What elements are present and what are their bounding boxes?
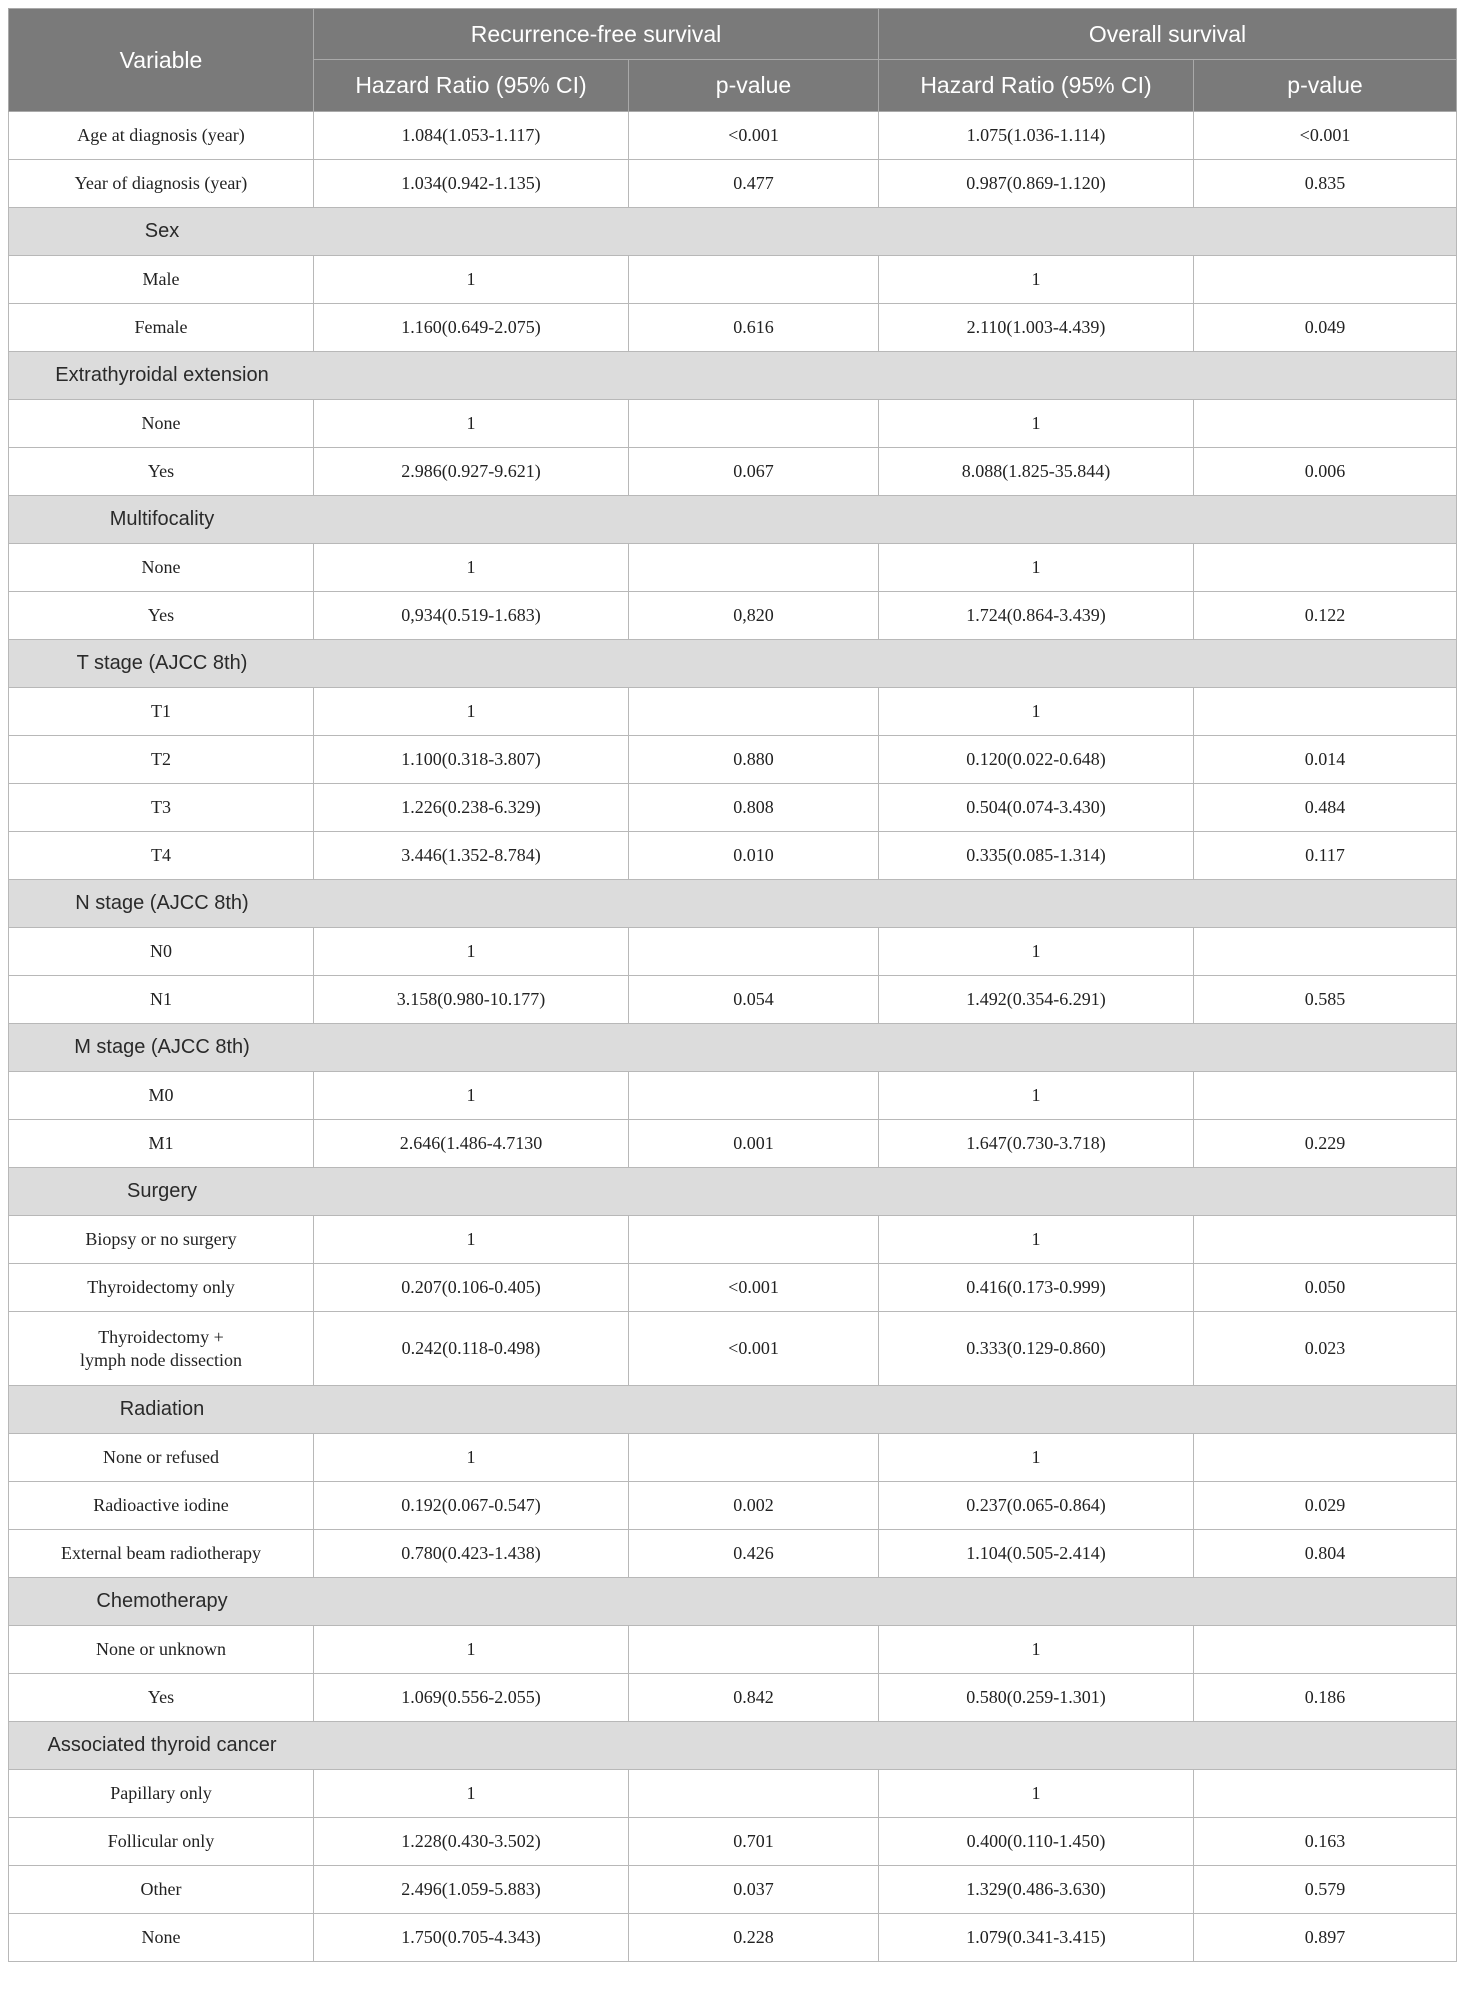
os-hazard-ratio-cell: 0.333(0.129-0.860) [879,1312,1194,1386]
os-hazard-ratio-cell: 0.504(0.074-3.430) [879,784,1194,832]
rfs-hazard-ratio-cell: 3.158(0.980-10.177) [314,976,629,1024]
os-p-value-cell: 0.484 [1194,784,1457,832]
group-header-cell [9,1024,1457,1072]
os-hazard-ratio-cell: 1 [879,688,1194,736]
rfs-hazard-ratio-cell: 0.780(0.423-1.438) [314,1530,629,1578]
group-header-cell [9,1578,1457,1626]
os-hazard-ratio-cell: 1.647(0.730-3.718) [879,1120,1194,1168]
variable-cell [9,1674,314,1722]
os-hazard-ratio-cell: 0.335(0.085-1.314) [879,832,1194,880]
os-p-value-cell: 0.804 [1194,1530,1457,1578]
rfs-p-value-cell: 0.426 [629,1530,879,1578]
table-row [9,1434,1457,1482]
rfs-p-value-cell [629,544,879,592]
group-label: M stage (AJCC 8th) [74,1036,250,1058]
group-label: Associated thyroid cancer [47,1734,277,1756]
rfs-p-value-cell: 0.002 [629,1482,879,1530]
table-row [9,112,1457,160]
os-hazard-ratio-cell: 2.110(1.003-4.439) [879,304,1194,352]
table-row [9,448,1457,496]
os-hazard-ratio-cell: 1.329(0.486-3.630) [879,1866,1194,1914]
variable-cell [9,1434,314,1482]
header-overall-survival: Overall survival [879,9,1457,60]
table-row [9,928,1457,976]
table-row [9,1072,1457,1120]
variable-cell [9,928,314,976]
variable-label: None [141,1927,181,1947]
variable-label: M0 [148,1085,174,1105]
variable-cell [9,160,314,208]
table-row [9,256,1457,304]
rfs-hazard-ratio-cell: 1.226(0.238-6.329) [314,784,629,832]
os-hazard-ratio-cell: 1.724(0.864-3.439) [879,592,1194,640]
os-p-value-cell [1194,544,1457,592]
rfs-hazard-ratio-cell: 1.228(0.430-3.502) [314,1818,629,1866]
os-p-value-cell: 0.122 [1194,592,1457,640]
os-hazard-ratio-cell: 1 [879,928,1194,976]
os-hazard-ratio-cell: 1 [879,1626,1194,1674]
rfs-hazard-ratio-cell: 2.986(0.927-9.621) [314,448,629,496]
os-p-value-cell: 0.050 [1194,1264,1457,1312]
rfs-hazard-ratio-cell: 1 [314,256,629,304]
rfs-p-value-cell [629,928,879,976]
os-p-value-cell [1194,256,1457,304]
variable-label: Other [140,1879,182,1899]
table-container [8,8,1456,1962]
variable-cell [9,1216,314,1264]
variable-cell [9,832,314,880]
rfs-p-value-cell: 0.067 [629,448,879,496]
os-hazard-ratio-cell: 1.104(0.505-2.414) [879,1530,1194,1578]
variable-label: None or unknown [96,1639,226,1659]
rfs-p-value-cell: <0.001 [629,112,879,160]
table-row [9,784,1457,832]
rfs-hazard-ratio-cell: 1 [314,928,629,976]
os-p-value-cell: 0.049 [1194,304,1457,352]
variable-cell [9,1914,314,1962]
group-header-cell [9,1722,1457,1770]
group-header-row [9,880,1457,928]
os-hazard-ratio-cell: 1 [879,1072,1194,1120]
variable-cell [9,784,314,832]
os-p-value-cell: <0.001 [1194,112,1457,160]
group-label: Chemotherapy [96,1590,228,1612]
rfs-hazard-ratio-cell: 2.496(1.059-5.883) [314,1866,629,1914]
variable-label: Female [134,317,188,337]
variable-cell [9,1264,314,1312]
variable-cell [9,1072,314,1120]
os-p-value-cell: 0.579 [1194,1866,1457,1914]
variable-cell [9,544,314,592]
variable-label: T3 [151,797,171,817]
os-hazard-ratio-cell: 0.237(0.065-0.864) [879,1482,1194,1530]
group-header-cell [9,352,1457,400]
rfs-hazard-ratio-cell: 1 [314,1626,629,1674]
group-label: T stage (AJCC 8th) [76,652,248,674]
rfs-p-value-cell: 0.228 [629,1914,879,1962]
table-row [9,1674,1457,1722]
group-header-row [9,1024,1457,1072]
os-p-value-cell: 0.186 [1194,1674,1457,1722]
group-header-row [9,208,1457,256]
rfs-hazard-ratio-cell: 1 [314,400,629,448]
table-row [9,1818,1457,1866]
os-p-value-cell [1194,1434,1457,1482]
table-row [9,400,1457,448]
group-header-cell [9,496,1457,544]
group-header-row [9,352,1457,400]
variable-label: Follicular only [107,1831,215,1851]
os-hazard-ratio-cell: 1 [879,1216,1194,1264]
table-row [9,160,1457,208]
os-hazard-ratio-cell: 1 [879,400,1194,448]
group-label: N stage (AJCC 8th) [75,892,249,914]
rfs-hazard-ratio-cell: 1 [314,1072,629,1120]
rfs-p-value-cell: 0.010 [629,832,879,880]
table-row [9,736,1457,784]
group-label: Extrathyroidal extension [55,364,269,386]
table-row [9,1770,1457,1818]
group-header-row [9,496,1457,544]
variable-cell [9,736,314,784]
rfs-p-value-cell [629,688,879,736]
variable-label: Year of diagnosis (year) [74,173,248,193]
rfs-p-value-cell: <0.001 [629,1264,879,1312]
os-hazard-ratio-cell: 1.492(0.354-6.291) [879,976,1194,1024]
rfs-hazard-ratio-cell: 1 [314,1434,629,1482]
os-hazard-ratio-cell: 0.416(0.173-0.999) [879,1264,1194,1312]
table-row [9,1120,1457,1168]
rfs-hazard-ratio-cell: 1 [314,544,629,592]
variable-label: Male [142,269,180,289]
table-row [9,304,1457,352]
variable-cell [9,400,314,448]
rfs-p-value-cell: 0.001 [629,1120,879,1168]
group-header-row [9,1386,1457,1434]
table-row [9,1626,1457,1674]
group-label: Sex [144,220,180,242]
variable-cell [9,448,314,496]
rfs-hazard-ratio-cell: 1 [314,688,629,736]
table-row [9,1914,1457,1962]
rfs-p-value-cell [629,1626,879,1674]
rfs-hazard-ratio-cell: 1 [314,1216,629,1264]
os-p-value-cell: 0.014 [1194,736,1457,784]
rfs-hazard-ratio-cell: 1.160(0.649-2.075) [314,304,629,352]
rfs-p-value-cell [629,400,879,448]
variable-cell [9,1530,314,1578]
os-p-value-cell [1194,1626,1457,1674]
os-p-value-cell: 0.029 [1194,1482,1457,1530]
variable-label: Yes [147,1687,175,1707]
table-row [9,544,1457,592]
header-os-hazard-ratio: Hazard Ratio (95% CI) [879,60,1194,112]
table-row [9,1482,1457,1530]
os-hazard-ratio-cell: 0.400(0.110-1.450) [879,1818,1194,1866]
variable-label: None or refused [103,1447,219,1467]
variable-label: N0 [150,941,172,961]
variable-label: Papillary only [110,1783,212,1803]
table-body [9,112,1457,1962]
variable-label-line2: lymph node dissection [80,1349,242,1370]
table-row [9,688,1457,736]
header-variable: Variable [9,9,314,112]
variable-label: External beam radiotherapy [61,1543,261,1563]
group-header-cell [9,640,1457,688]
os-p-value-cell [1194,688,1457,736]
os-hazard-ratio-cell: 0.580(0.259-1.301) [879,1674,1194,1722]
group-header-cell [9,880,1457,928]
rfs-hazard-ratio-cell: 0.192(0.067-0.547) [314,1482,629,1530]
group-header-cell [9,208,1457,256]
os-p-value-cell [1194,400,1457,448]
rfs-hazard-ratio-cell: 1.750(0.705-4.343) [314,1914,629,1962]
variable-label: Thyroidectomy + [98,1326,224,1347]
variable-label: Yes [147,461,175,481]
table-row [9,1216,1457,1264]
table-row [9,592,1457,640]
variable-cell [9,112,314,160]
variable-cell [9,1312,314,1386]
variable-cell [9,304,314,352]
table-row [9,1866,1457,1914]
group-label: Multifocality [109,508,215,530]
rfs-p-value-cell: 0.842 [629,1674,879,1722]
variable-label: T2 [151,749,171,769]
group-header-row [9,1578,1457,1626]
os-hazard-ratio-cell: 1 [879,1434,1194,1482]
os-hazard-ratio-cell: 1 [879,256,1194,304]
variable-label: T1 [151,701,171,721]
rfs-hazard-ratio-cell: 0,934(0.519-1.683) [314,592,629,640]
variable-cell [9,976,314,1024]
rfs-hazard-ratio-cell: 1.100(0.318-3.807) [314,736,629,784]
os-p-value-cell: 0.023 [1194,1312,1457,1386]
os-p-value-cell: 0.163 [1194,1818,1457,1866]
os-p-value-cell: 0.006 [1194,448,1457,496]
rfs-hazard-ratio-cell: 1.084(1.053-1.117) [314,112,629,160]
rfs-hazard-ratio-cell: 0.242(0.118-0.498) [314,1312,629,1386]
variable-cell [9,688,314,736]
os-p-value-cell: 0.229 [1194,1120,1457,1168]
rfs-p-value-cell [629,256,879,304]
group-header-cell [9,1168,1457,1216]
variable-label: Yes [147,605,175,625]
rfs-p-value-cell: 0.616 [629,304,879,352]
table-row [9,1312,1457,1386]
os-p-value-cell: 0.835 [1194,160,1457,208]
os-p-value-cell [1194,1216,1457,1264]
os-hazard-ratio-cell: 1 [879,1770,1194,1818]
variable-cell [9,1482,314,1530]
rfs-p-value-cell [629,1216,879,1264]
os-hazard-ratio-cell: 8.088(1.825-35.844) [879,448,1194,496]
table-row [9,832,1457,880]
variable-label: None [141,557,181,577]
variable-label: Thyroidectomy only [87,1277,235,1297]
variable-cell [9,1770,314,1818]
rfs-hazard-ratio-cell: 0.207(0.106-0.405) [314,1264,629,1312]
variable-label: M1 [148,1133,174,1153]
variable-cell [9,1818,314,1866]
os-p-value-cell: 0.585 [1194,976,1457,1024]
rfs-hazard-ratio-cell: 2.646(1.486-4.7130 [314,1120,629,1168]
variable-cell [9,592,314,640]
os-hazard-ratio-cell: 1.079(0.341-3.415) [879,1914,1194,1962]
os-p-value-cell [1194,1072,1457,1120]
table-row [9,976,1457,1024]
os-hazard-ratio-cell: 1.075(1.036-1.114) [879,112,1194,160]
rfs-p-value-cell: 0.808 [629,784,879,832]
rfs-hazard-ratio-cell: 1 [314,1770,629,1818]
variable-cell [9,1626,314,1674]
os-p-value-cell [1194,928,1457,976]
group-header-cell [9,1386,1457,1434]
variable-cell [9,1120,314,1168]
header-recurrence-free-survival: Recurrence-free survival [314,9,879,60]
table-row [9,1264,1457,1312]
rfs-hazard-ratio-cell: 1.069(0.556-2.055) [314,1674,629,1722]
table-header [9,9,1457,112]
rfs-p-value-cell: 0,820 [629,592,879,640]
rfs-p-value-cell [629,1434,879,1482]
rfs-p-value-cell [629,1770,879,1818]
rfs-p-value-cell: 0.054 [629,976,879,1024]
variable-label: T4 [151,845,171,865]
rfs-p-value-cell: 0.880 [629,736,879,784]
variable-label: Age at diagnosis (year) [77,125,245,145]
variable-cell [9,1866,314,1914]
group-header-row [9,1168,1457,1216]
os-p-value-cell [1194,1770,1457,1818]
variable-label: Radioactive iodine [93,1495,229,1515]
variable-label: N1 [150,989,172,1009]
variable-label: None [141,413,181,433]
rfs-p-value-cell [629,1072,879,1120]
table-row [9,1530,1457,1578]
variable-label: Biopsy or no surgery [85,1229,237,1249]
os-p-value-cell: 0.897 [1194,1914,1457,1962]
header-os-p-value: p-value [1194,60,1457,112]
os-hazard-ratio-cell: 0.120(0.022-0.648) [879,736,1194,784]
header-rfs-p-value: p-value [629,60,879,112]
group-label: Radiation [119,1398,205,1420]
rfs-p-value-cell: <0.001 [629,1312,879,1386]
rfs-hazard-ratio-cell: 3.446(1.352-8.784) [314,832,629,880]
group-header-row [9,1722,1457,1770]
rfs-p-value-cell: 0.477 [629,160,879,208]
rfs-p-value-cell: 0.701 [629,1818,879,1866]
os-hazard-ratio-cell: 0.987(0.869-1.120) [879,160,1194,208]
os-hazard-ratio-cell: 1 [879,544,1194,592]
header-rfs-hazard-ratio: Hazard Ratio (95% CI) [314,60,629,112]
os-p-value-cell: 0.117 [1194,832,1457,880]
group-header-row [9,640,1457,688]
rfs-hazard-ratio-cell: 1.034(0.942-1.135) [314,160,629,208]
variable-cell [9,256,314,304]
group-label: Surgery [126,1180,198,1202]
hazard-ratio-table [8,8,1457,1962]
rfs-p-value-cell: 0.037 [629,1866,879,1914]
